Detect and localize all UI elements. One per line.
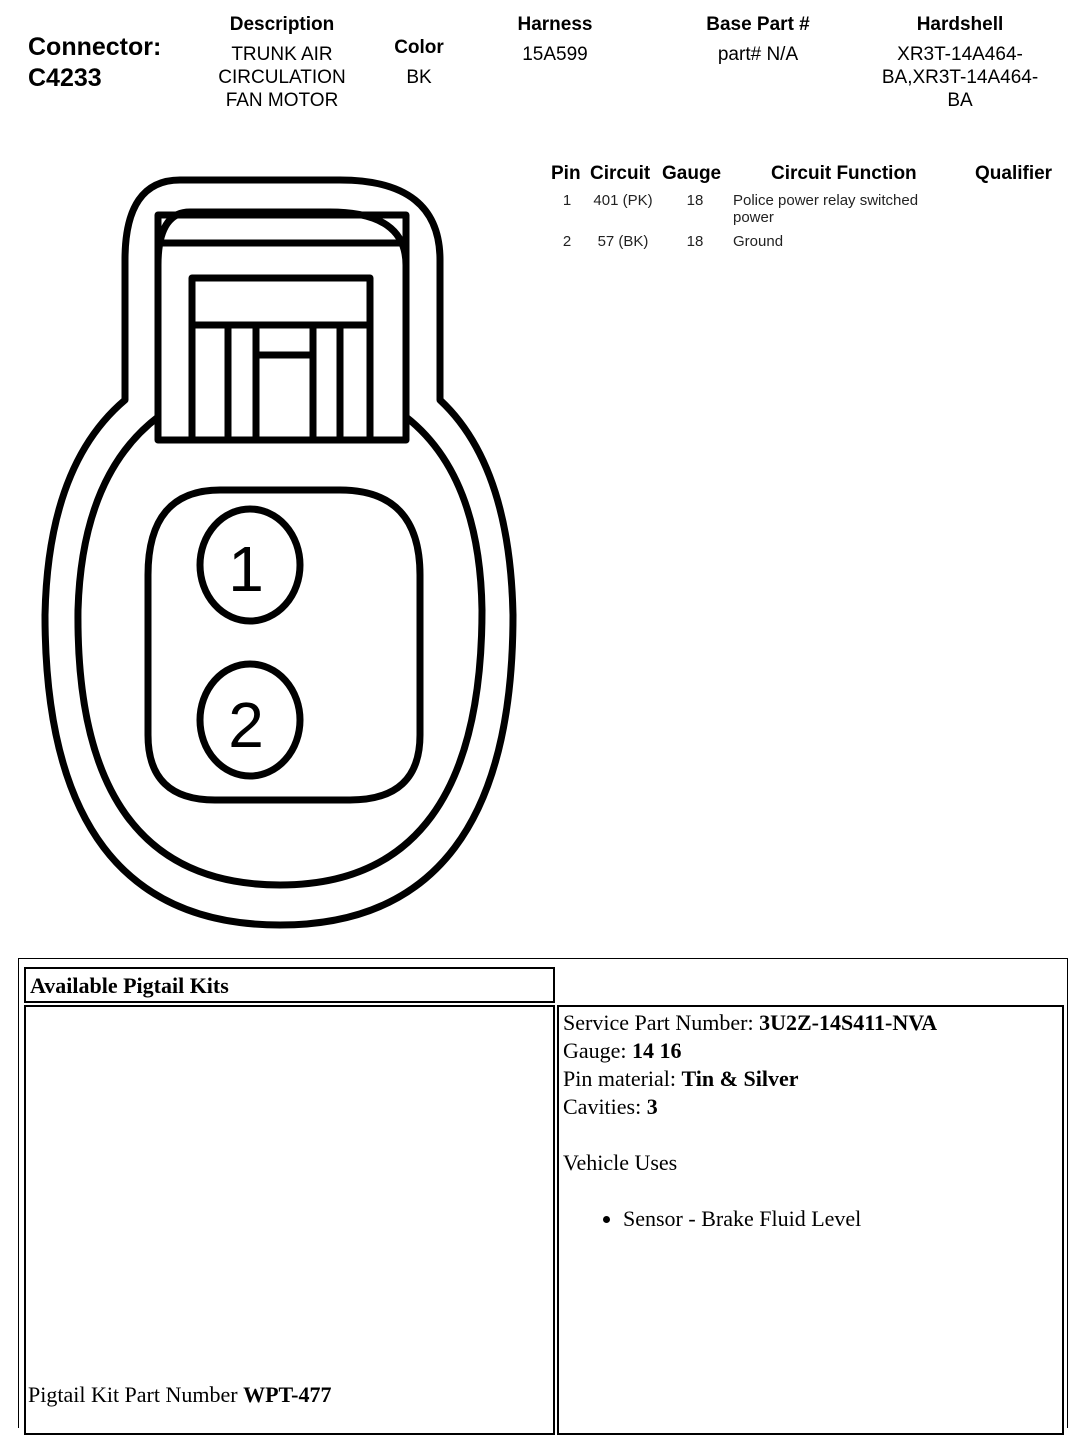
- service-part-label: Service Part Number:: [563, 1010, 760, 1035]
- qualifier-column-header: Qualifier: [975, 163, 1053, 184]
- pigtail-details: [563, 1009, 937, 1233]
- pigtail-details-cell: [557, 1005, 1064, 1435]
- housing-inner-outline: [78, 212, 482, 885]
- harness-header: Harness: [517, 14, 593, 35]
- pin-circuit: 401 (PK): [593, 192, 653, 209]
- service-part-value: 3U2Z-14S411-NVA: [759, 1010, 938, 1035]
- hardshell-value: [860, 43, 1060, 112]
- vehicle-use-item: • Sensor - Brake Fluid Level: [623, 1205, 937, 1233]
- connector-face-diagram: [30, 165, 530, 935]
- base-part-header: Base Part #: [706, 14, 810, 35]
- pigtail-kit-number: WPT-477: [243, 1382, 332, 1407]
- description-header: Description: [229, 14, 335, 35]
- color-value: BK: [406, 67, 432, 88]
- harness-value: 15A599: [522, 44, 588, 65]
- connector-label: [28, 32, 161, 94]
- circuit-column-header: Circuit: [590, 163, 651, 184]
- pin-gauge: 18: [686, 233, 704, 250]
- pin-number: 2: [562, 233, 572, 250]
- description-line: FAN MOTOR: [225, 90, 339, 111]
- connector-label-text: Connector:: [28, 33, 162, 61]
- vehicle-uses-heading: Vehicle Uses: [563, 1150, 678, 1175]
- pin-material-line: [563, 1065, 937, 1093]
- pin-1-label: 1: [228, 533, 264, 605]
- description-line: CIRCULATION: [218, 67, 346, 88]
- hardshell-line: XR3T-14A464-: [897, 44, 1023, 65]
- pin-function: [733, 233, 953, 250]
- pin-column-header: Pin: [551, 163, 581, 184]
- pigtail-kit-part: [28, 1381, 332, 1409]
- cavities-line: [563, 1093, 937, 1121]
- pin-gauge: 18: [686, 192, 704, 209]
- gauge-column-header: Gauge: [662, 163, 722, 184]
- pin-cavity-area: [148, 490, 420, 800]
- pin-material-value: Tin & Silver: [681, 1066, 799, 1091]
- pin-function-line: Police power relay switched: [733, 192, 919, 209]
- vehicle-uses-list: [563, 1205, 937, 1233]
- pigtail-kit-label: Pigtail Kit Part Number: [28, 1382, 244, 1407]
- pigtail-title-cell: [24, 967, 555, 1003]
- pigtail-kits-table: [18, 958, 1068, 1428]
- gauge-value: 14 16: [632, 1038, 682, 1063]
- pin-2-label: 2: [228, 689, 264, 761]
- pin-circuit: 57 (BK): [597, 233, 649, 250]
- pigtail-kit-cell: [24, 1005, 555, 1435]
- description-value: [196, 43, 368, 112]
- color-header: Color: [394, 37, 444, 58]
- hardshell-line: BA: [947, 90, 973, 111]
- description-line: TRUNK AIR: [231, 44, 333, 65]
- function-column-header: Circuit Function: [771, 163, 917, 184]
- cavities-label: Cavities:: [563, 1094, 647, 1119]
- pin-function-line: power: [733, 209, 774, 226]
- pin-function-line: Ground: [733, 233, 784, 250]
- hardshell-header: Hardshell: [916, 14, 1004, 35]
- base-part-value: part# N/A: [717, 44, 799, 65]
- connector-id: C4233: [28, 64, 102, 92]
- housing-outer-outline: [45, 180, 513, 925]
- gauge-label: Gauge:: [563, 1038, 633, 1063]
- hardshell-line: BA,XR3T-14A464-: [881, 67, 1039, 88]
- pin-material-label: Pin material:: [563, 1066, 682, 1091]
- pin-function: [733, 192, 953, 226]
- service-part-line: [563, 1009, 937, 1037]
- gauge-line: [563, 1037, 937, 1065]
- pigtail-title: Available Pigtail Kits: [30, 973, 229, 998]
- cavities-value: 3: [646, 1094, 658, 1119]
- pin-number: 1: [562, 192, 572, 209]
